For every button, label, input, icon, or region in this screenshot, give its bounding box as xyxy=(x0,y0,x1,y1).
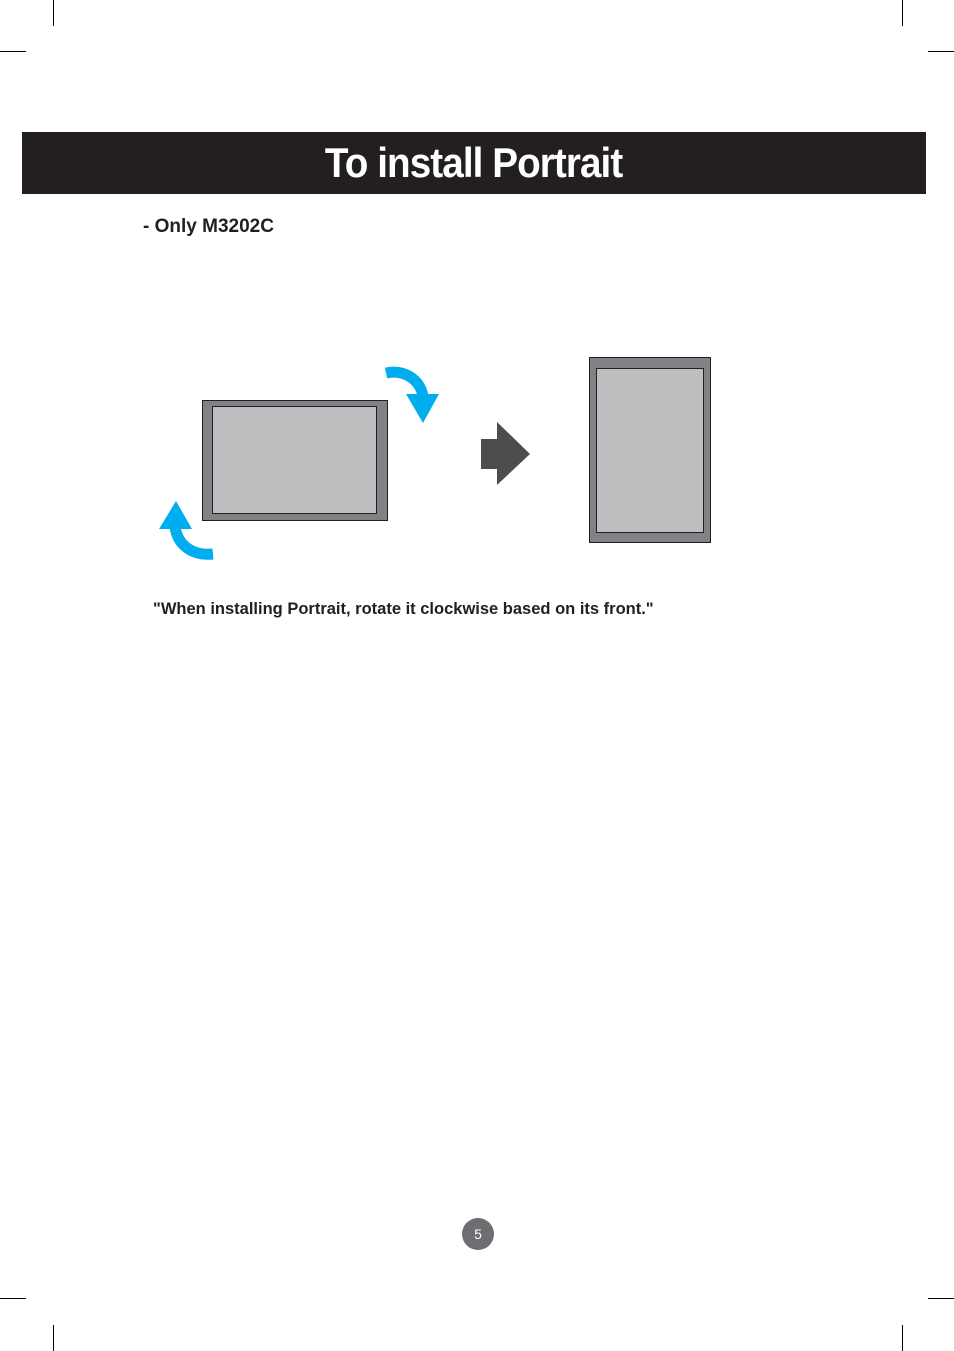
crop-mark xyxy=(53,1325,54,1351)
crop-mark xyxy=(0,51,26,52)
page-number-badge xyxy=(462,1218,494,1250)
crop-mark xyxy=(928,51,954,52)
crop-mark xyxy=(53,0,54,26)
model-note: - Only M3202C xyxy=(143,216,274,237)
crop-mark xyxy=(902,1325,903,1351)
crop-mark xyxy=(902,0,903,26)
landscape-monitor xyxy=(203,401,388,521)
rotate-clockwise-arrow-icon xyxy=(386,372,439,423)
instruction-caption: "When installing Portrait, rotate it clockwise based on its front." xyxy=(153,600,654,618)
page-title: To install Portrait xyxy=(325,139,623,186)
rotate-return-arrow-icon xyxy=(159,501,213,554)
crop-mark xyxy=(0,1298,26,1299)
crop-mark xyxy=(928,1298,954,1299)
direction-arrow-icon xyxy=(481,422,530,485)
page-number: 5 xyxy=(474,1226,482,1242)
portrait-monitor xyxy=(590,358,711,543)
title-bar xyxy=(22,132,926,194)
